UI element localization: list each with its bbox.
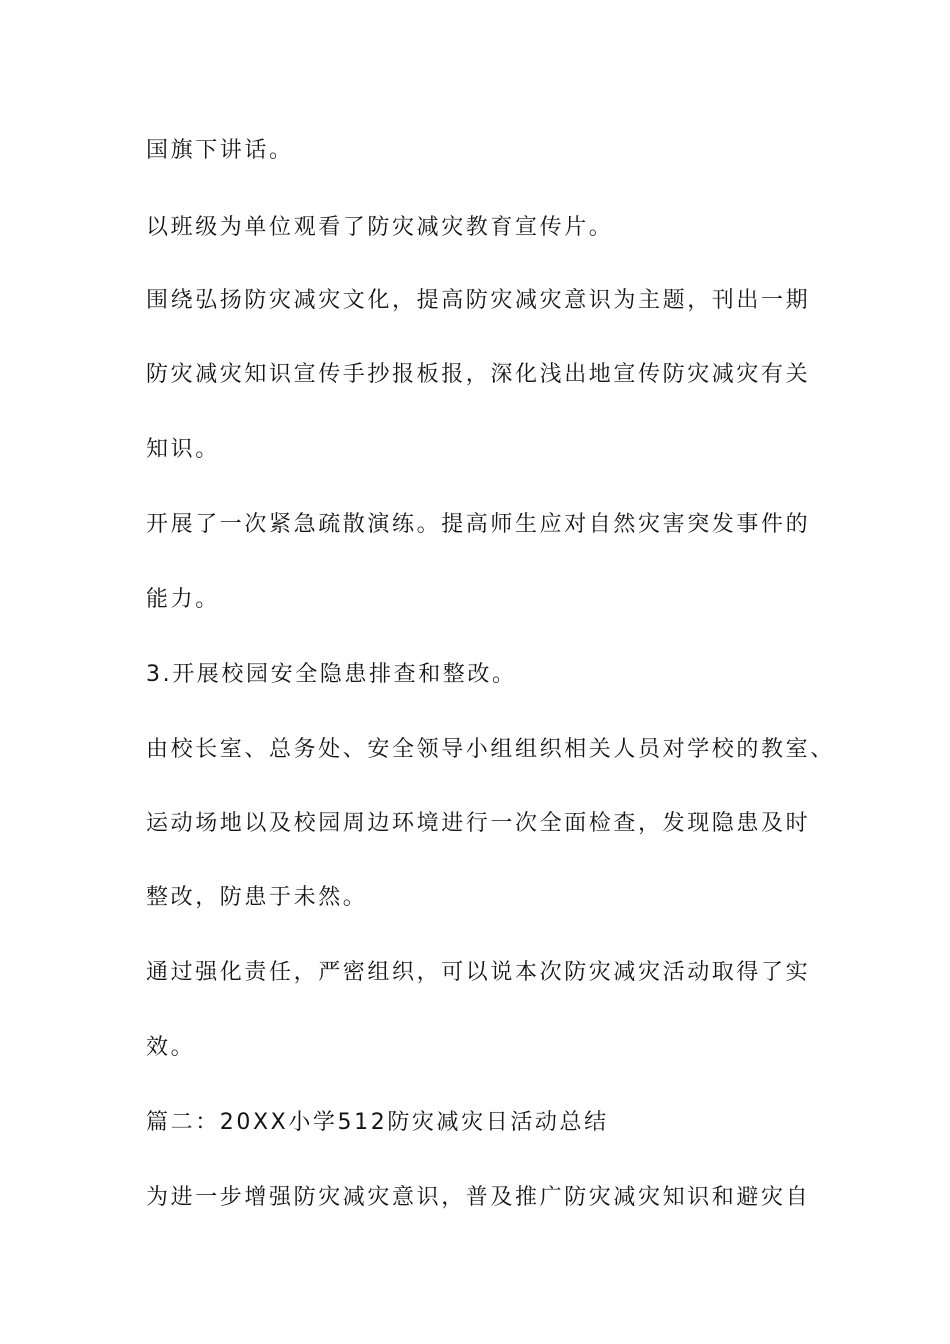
text-line: 运动场地以及校园周边环境进行一次全面检查，发现隐患及时 xyxy=(146,811,811,836)
text-line: 能力。 xyxy=(146,587,220,612)
text-line: 国旗下讲话。 xyxy=(146,138,294,163)
text-line: 整改，防患于未然。 xyxy=(146,885,368,910)
text-line: 为进一步增强防灾减灾意识，普及推广防灾减灾知识和避灾自 xyxy=(146,1185,811,1210)
text-line: 知识。 xyxy=(146,437,220,462)
text-line: 效。 xyxy=(146,1035,196,1060)
text-line: 防灾减灾知识宣传手抄报板报，深化浅出地宣传防灾减灾有关 xyxy=(146,362,811,387)
text-line: 由校长室、总务处、安全领导小组组织相关人员对学校的教室、 xyxy=(146,737,835,762)
text-line: 3.开展校园安全隐患排查和整改。 xyxy=(146,662,517,687)
text-line: 围绕弘扬防灾减灾文化，提高防灾减灾意识为主题，刊出一期 xyxy=(146,288,811,313)
text-line: 通过强化责任，严密组织，可以说本次防灾减灾活动取得了实 xyxy=(146,960,811,985)
text-line: 以班级为单位观看了防灾减灾教育宣传片。 xyxy=(146,215,614,240)
section-heading: 篇二：20XX小学512防灾减灾日活动总结 xyxy=(146,1110,609,1135)
text-line: 开展了一次紧急疏散演练。提高师生应对自然灾害突发事件的 xyxy=(146,512,811,537)
